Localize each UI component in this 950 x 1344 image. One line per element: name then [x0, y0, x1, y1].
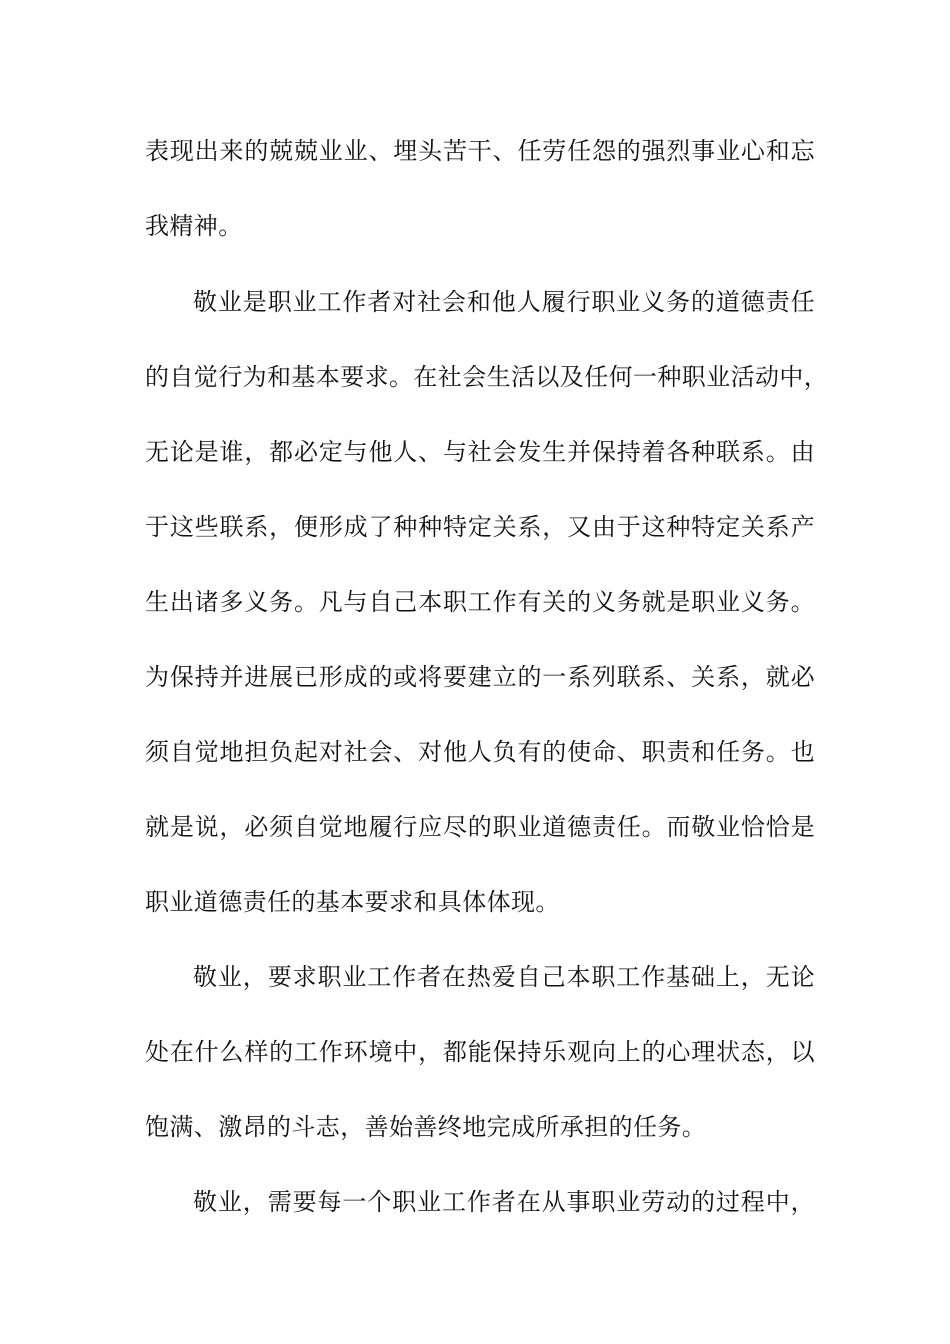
paragraph-first-line: 敬业是职业工作者对社会和他人履行职业义务的道德责任	[193, 288, 815, 316]
text-line: 于这些联系，便形成了种种特定关系，又由于这种特定关系产	[145, 513, 815, 541]
paragraph-first-line: 敬业，要求职业工作者在热爱自己本职工作基础上，无论	[193, 963, 815, 991]
text-line: 饱满、激昂的斗志，善始善终地完成所承担的任务。	[145, 1113, 707, 1141]
text-line: 处在什么样的工作环境中，都能保持乐观向上的心理状态，以	[145, 1038, 815, 1066]
paragraph-first-line: 敬业，需要每一个职业工作者在从事职业劳动的过程中，	[193, 1188, 815, 1216]
text-line: 的自觉行为和基本要求。在社会生活以及任何一种职业活动中，	[145, 363, 829, 391]
text-line: 表现出来的兢兢业业、埋头苦干、任劳任怨的强烈事业心和忘	[145, 137, 815, 165]
text-line: 须自觉地担负起对社会、对他人负有的使命、职责和任务。也	[145, 738, 815, 766]
text-line: 就是说，必须自觉地履行应尽的职业道德责任。而敬业恰恰是	[145, 813, 815, 841]
text-line: 无论是谁，都必定与他人、与社会发生并保持着各种联系。由	[145, 438, 815, 466]
text-line: 我精神。	[145, 212, 243, 240]
text-line: 生出诸多义务。凡与自己本职工作有关的义务就是职业义务。	[145, 588, 815, 616]
text-line: 职业道德责任的基本要求和具体体现。	[145, 888, 560, 916]
text-line: 为保持并进展已形成的或将要建立的一系列联系、关系，就必	[145, 663, 815, 691]
